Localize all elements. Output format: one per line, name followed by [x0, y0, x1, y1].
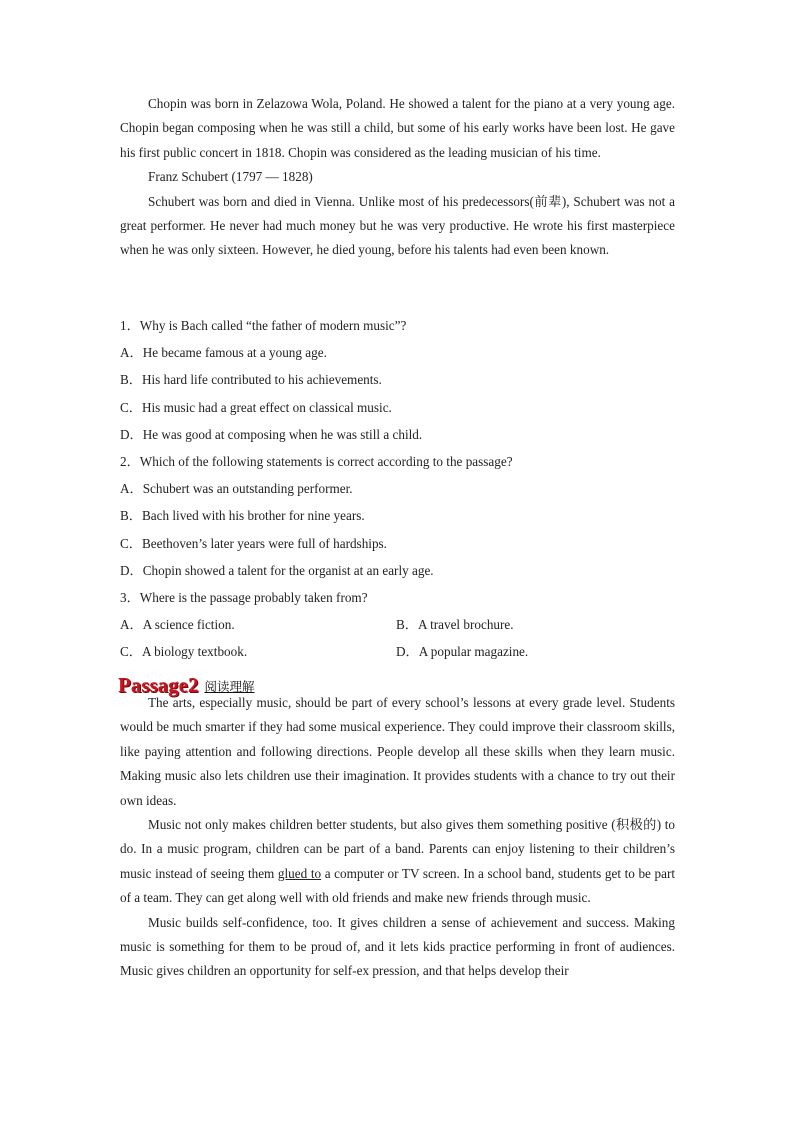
schubert-heading: Franz Schubert (1797 — 1828)	[148, 169, 313, 185]
answer-option[interactable]: B．A travel brochure.	[396, 617, 514, 633]
answer-option[interactable]: C．His music had a great effect on classical music.	[120, 399, 392, 415]
passage2-paragraph-1: The arts, especially music, should be part of every school’s lessons at every grade level. Students would be much smarter if they had some musical experience. They could improve their classroom skills, like paying attention and following directions. People develop all these skills when they learn music. Making music also lets children use their imagination. It provides students with a chance to try out their own ideas.	[120, 695, 675, 808]
answer-option[interactable]: A．He became famous at a young age.	[120, 345, 327, 361]
paragraph-text: Music not only makes children better students, but also gives them something positive (积极的) to do. In a music program, children can be part of a band. Parents can enjoy listening to their children’s music instead of seeing them	[120, 817, 675, 881]
answer-option[interactable]: D．A popular magazine.	[396, 644, 529, 660]
passage2-block	[120, 691, 675, 984]
question-stem: 1．Why is Bach called “the father of modern music”?	[120, 318, 407, 333]
answer-option-row	[120, 638, 675, 665]
answer-option[interactable]: A．A science fiction.	[120, 617, 235, 633]
chopin-paragraph: Chopin was born in Zelazowa Wola, Poland. He showed a talent for the piano at a very young age. Chopin began composing when he was still a child, but some of his early works have been lost. He gave his first public concert in 1818. Chopin was considered as the leading musician of his time.	[120, 96, 675, 160]
passage2-paragraph-2	[120, 813, 675, 911]
answer-option[interactable]: D．He was good at composing when he was still a child.	[120, 426, 423, 442]
answer-option-row	[120, 611, 675, 638]
answer-option[interactable]: A．Schubert was an outstanding performer.	[120, 481, 353, 497]
questions-block	[120, 312, 675, 666]
answer-option[interactable]: C．A biology textbook.	[120, 644, 248, 660]
underlined-phrase: glued to	[277, 865, 322, 881]
passage2-paragraph-3: Music builds self-confidence, too. It gives children a sense of achievement and success. Making music is something for them to be proud of, and it lets kids practice performing in front of audiences. Music gives children an opportunity for self-ex pression, and that helps develop their	[120, 914, 675, 979]
answer-option[interactable]: B．His hard life contributed to his achievements.	[120, 372, 382, 388]
answer-option[interactable]: B．Bach lived with his brother for nine years.	[120, 508, 365, 524]
schubert-paragraph: Schubert was born and died in Vienna. Unlike most of his predecessors(前辈), Schubert was not a great performer. He never had much money but he was very productive. He wrote his first masterpiece when he was only sixteen. However, he died young, before his talents had even been known.	[120, 193, 675, 258]
question-stem: 2．Which of the following statements is correct according to the passage?	[120, 454, 513, 470]
question-stem: 3．Where is the passage probably taken from?	[120, 590, 368, 606]
answer-option[interactable]: C．Beethoven’s later years were full of hardships.	[120, 535, 387, 551]
paragraph-text: a computer or TV screen. In a school band, students get to be part of a team. They can get along well with old friends and make new friends through music.	[120, 865, 675, 906]
answer-option[interactable]: D．Chopin showed a talent for the organist at an early age.	[120, 562, 434, 578]
passage2-subtitle: 阅读理解	[204, 679, 255, 694]
passage2-logo: Passage2	[118, 673, 199, 697]
passage1-block	[120, 92, 675, 263]
